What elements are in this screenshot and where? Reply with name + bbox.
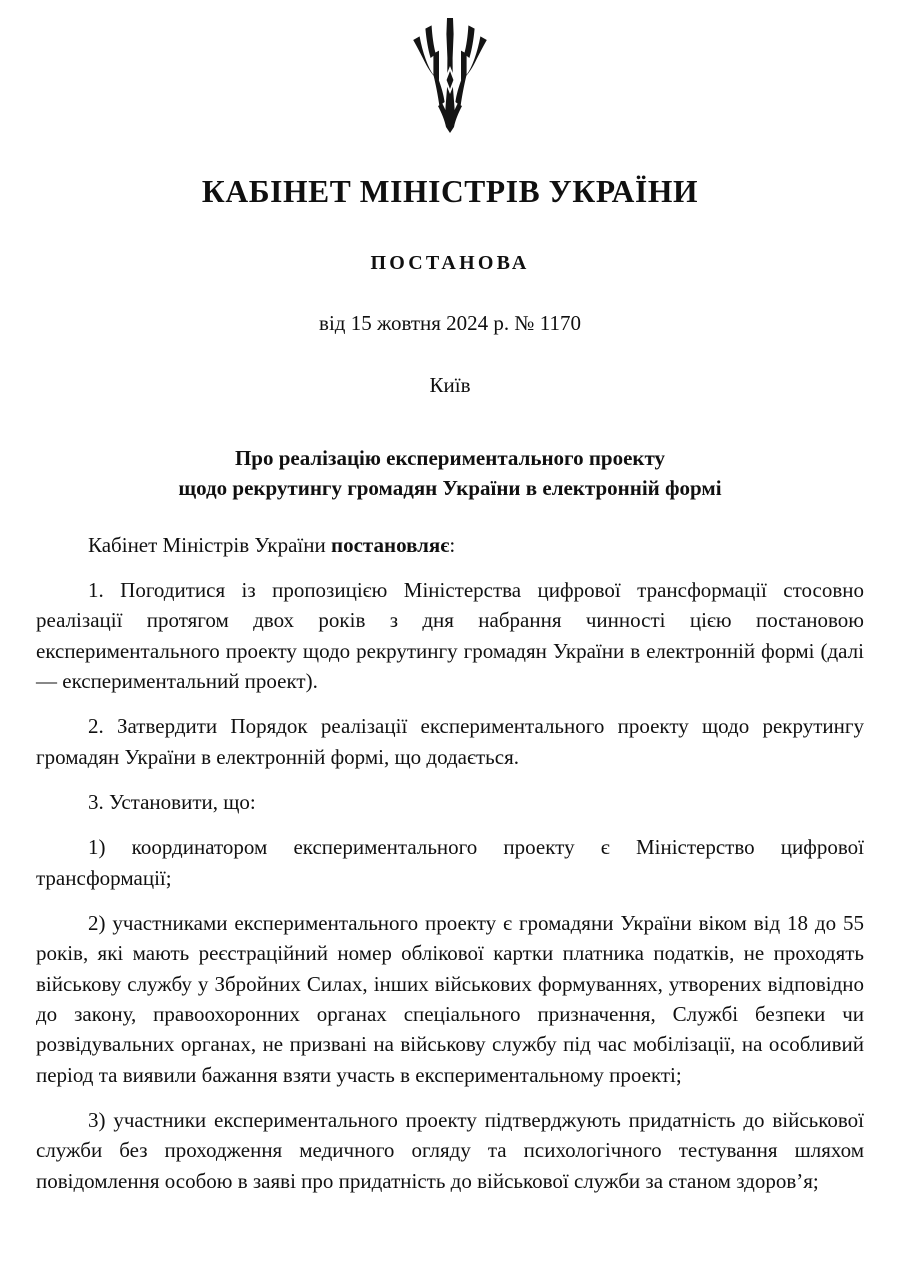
document-subject-line-1: Про реалізацію експериментального проекту	[234, 446, 666, 470]
document-body	[36, 530, 864, 1197]
body-paragraph: 3. Установити, що:	[88, 790, 256, 815]
body-paragraph: 1) координатором експериментального проекту є Міністерство цифрової трансформації;	[36, 835, 864, 890]
body-paragraph: 2. Затвердити Порядок реалізації експериментального проекту щодо рекрутингу громадян України в електронній формі, що додається.	[36, 714, 864, 769]
coat-of-arms-container	[36, 14, 864, 146]
body-paragraph: 1. Погодитися із пропозицією Міністерства цифрової трансформації стосовно реалізації протягом двох років з дня набрання чинності цією постановою експериментального проекту щодо рекрутингу громадян України в електронній формі (далі — експериментальний проект).	[36, 577, 864, 693]
document-subject-line-2: щодо рекрутингу громадян України в електронній формі	[178, 475, 722, 500]
intro-paragraph	[36, 530, 864, 560]
document-kind: ПОСТАНОВА	[370, 252, 530, 274]
body-paragraph: 2) участниками експериментального проекту є громадяни України віком від 18 до 55 років, які мають реєстраційний номер облікової картки платника податків, не проходять військову службу у Збройних Силах, інших військових формуваннях, утворених відповідно до закону, правоохоронних органах спеціального призначення, Службі безпеки чи розвідувальних органах, не призвані на військову службу під час мобілізації, на особливий період та виявили бажання взяти участь в експериментальному проекті;	[36, 911, 864, 1087]
document-number-and-date: від 15 жовтня 2024 р. № 1170	[319, 311, 581, 335]
intro-suffix: :	[449, 532, 456, 557]
intro-emphasis: постановляє	[331, 532, 450, 557]
document-city: Київ	[429, 373, 471, 397]
document-subject	[100, 444, 800, 504]
page-title: КАБІНЕТ МІНІСТРІВ УКРАЇНИ	[201, 174, 699, 209]
body-paragraph: 3) участники експериментального проекту підтверджують придатність до військової служби без проходження медичного огляду та психологічного тестування шляхом повідомлення особою в заяві про придатність до військової служби за станом здоров’я;	[36, 1108, 864, 1193]
intro-prefix: Кабінет Міністрів України	[88, 532, 331, 557]
ukraine-trident-coat-of-arms-icon	[407, 14, 493, 138]
